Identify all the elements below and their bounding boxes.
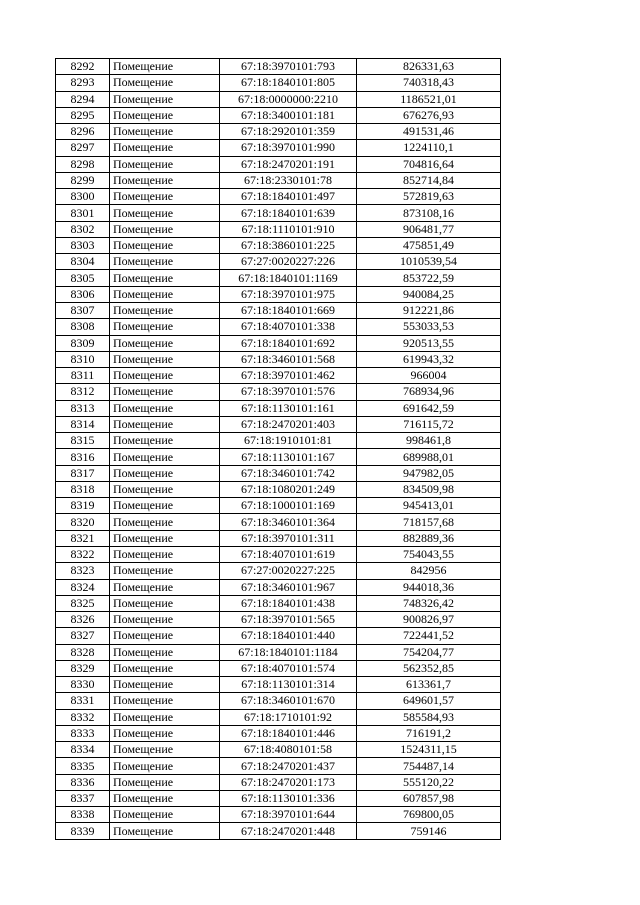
cadastral-value-cell: 873108,16 [357,205,501,221]
object-type-cell: Помещение [110,368,220,384]
cadastral-number-cell: 67:18:1840101:669 [220,302,357,318]
table-row [56,807,501,823]
row-number-cell: 8329 [56,660,110,676]
cadastral-number-cell: 67:18:3460101:742 [220,465,357,481]
cadastral-value-cell: 553033,53 [357,319,501,335]
cadastral-value-cell: 759146 [357,823,501,839]
object-type-cell: Помещение [110,319,220,335]
cadastral-number-cell: 67:18:1130101:167 [220,449,357,465]
table-row [56,498,501,514]
row-number-cell: 8309 [56,335,110,351]
object-type-cell: Помещение [110,286,220,302]
cadastral-number-cell: 67:18:1080201:249 [220,481,357,497]
object-type-cell: Помещение [110,774,220,790]
row-number-cell: 8338 [56,807,110,823]
cadastral-number-cell: 67:18:3460101:967 [220,579,357,595]
table-row [56,156,501,172]
row-number-cell: 8296 [56,124,110,140]
cadastral-number-cell: 67:18:3970101:793 [220,59,357,75]
cadastral-value-cell: 834509,98 [357,481,501,497]
table-row [56,481,501,497]
cadastral-number-cell: 67:18:3970101:311 [220,530,357,546]
row-number-cell: 8326 [56,612,110,628]
cadastral-number-cell: 67:18:2920101:359 [220,124,357,140]
registry-table-body [56,59,501,840]
cadastral-value-cell: 754204,77 [357,644,501,660]
object-type-cell: Помещение [110,823,220,839]
cadastral-number-cell: 67:18:3860101:225 [220,237,357,253]
object-type-cell: Помещение [110,563,220,579]
cadastral-number-cell: 67:18:1000101:169 [220,498,357,514]
object-type-cell: Помещение [110,595,220,611]
cadastral-number-cell: 67:18:3970101:644 [220,807,357,823]
table-row [56,449,501,465]
table-row [56,742,501,758]
object-type-cell: Помещение [110,612,220,628]
table-row [56,368,501,384]
table-row [56,107,501,123]
object-type-cell: Помещение [110,351,220,367]
row-number-cell: 8332 [56,709,110,725]
cadastral-value-cell: 555120,22 [357,774,501,790]
cadastral-number-cell: 67:18:3970101:565 [220,612,357,628]
table-row [56,91,501,107]
table-row [56,124,501,140]
object-type-cell: Помещение [110,91,220,107]
cadastral-number-cell: 67:18:3970101:576 [220,384,357,400]
row-number-cell: 8293 [56,75,110,91]
cadastral-value-cell: 754043,55 [357,546,501,562]
object-type-cell: Помещение [110,693,220,709]
object-type-cell: Помещение [110,156,220,172]
table-row [56,660,501,676]
object-type-cell: Помещение [110,433,220,449]
cadastral-number-cell: 67:18:1130101:161 [220,400,357,416]
row-number-cell: 8297 [56,140,110,156]
object-type-cell: Помещение [110,384,220,400]
cadastral-value-cell: 906481,77 [357,221,501,237]
row-number-cell: 8292 [56,59,110,75]
table-row [56,221,501,237]
row-number-cell: 8302 [56,221,110,237]
table-row [56,465,501,481]
cadastral-value-cell: 920513,55 [357,335,501,351]
table-row [56,205,501,221]
cadastral-value-cell: 716191,2 [357,725,501,741]
cadastral-number-cell: 67:18:2470201:437 [220,758,357,774]
table-row [56,237,501,253]
row-number-cell: 8331 [56,693,110,709]
table-row [56,302,501,318]
object-type-cell: Помещение [110,59,220,75]
cadastral-number-cell: 67:18:1840101:440 [220,628,357,644]
property-registry-table [55,58,501,840]
row-number-cell: 8298 [56,156,110,172]
object-type-cell: Помещение [110,254,220,270]
object-type-cell: Помещение [110,400,220,416]
cadastral-value-cell: 562352,85 [357,660,501,676]
cadastral-value-cell: 900826,97 [357,612,501,628]
table-row [56,628,501,644]
object-type-cell: Помещение [110,449,220,465]
table-row [56,612,501,628]
cadastral-value-cell: 718157,68 [357,514,501,530]
row-number-cell: 8323 [56,563,110,579]
cadastral-value-cell: 754487,14 [357,758,501,774]
cadastral-number-cell: 67:18:3460101:364 [220,514,357,530]
table-row [56,579,501,595]
object-type-cell: Помещение [110,725,220,741]
row-number-cell: 8321 [56,530,110,546]
cadastral-value-cell: 748326,42 [357,595,501,611]
cadastral-value-cell: 491531,46 [357,124,501,140]
cadastral-value-cell: 649601,57 [357,693,501,709]
row-number-cell: 8294 [56,91,110,107]
cadastral-number-cell: 67:18:3970101:975 [220,286,357,302]
object-type-cell: Помещение [110,107,220,123]
cadastral-number-cell: 67:18:4070101:338 [220,319,357,335]
object-type-cell: Помещение [110,742,220,758]
object-type-cell: Помещение [110,335,220,351]
cadastral-number-cell: 67:18:1710101:92 [220,709,357,725]
row-number-cell: 8337 [56,790,110,806]
object-type-cell: Помещение [110,75,220,91]
row-number-cell: 8334 [56,742,110,758]
cadastral-value-cell: 944018,36 [357,579,501,595]
table-row [56,823,501,839]
table-row [56,677,501,693]
object-type-cell: Помещение [110,416,220,432]
cadastral-value-cell: 769800,05 [357,807,501,823]
row-number-cell: 8327 [56,628,110,644]
row-number-cell: 8306 [56,286,110,302]
object-type-cell: Помещение [110,677,220,693]
table-row [56,384,501,400]
object-type-cell: Помещение [110,514,220,530]
cadastral-value-cell: 619943,32 [357,351,501,367]
cadastral-value-cell: 613361,7 [357,677,501,693]
table-row [56,709,501,725]
cadastral-number-cell: 67:18:1840101:639 [220,205,357,221]
object-type-cell: Помещение [110,124,220,140]
cadastral-number-cell: 67:18:4070101:619 [220,546,357,562]
row-number-cell: 8322 [56,546,110,562]
row-number-cell: 8300 [56,189,110,205]
cadastral-value-cell: 768934,96 [357,384,501,400]
cadastral-value-cell: 966004 [357,368,501,384]
object-type-cell: Помещение [110,465,220,481]
cadastral-value-cell: 676276,93 [357,107,501,123]
table-row [56,335,501,351]
object-type-cell: Помещение [110,579,220,595]
cadastral-value-cell: 1010539,54 [357,254,501,270]
table-row [56,644,501,660]
object-type-cell: Помещение [110,709,220,725]
row-number-cell: 8319 [56,498,110,514]
cadastral-value-cell: 1186521,01 [357,91,501,107]
cadastral-number-cell: 67:27:0020227:226 [220,254,357,270]
table-row [56,546,501,562]
table-row [56,400,501,416]
object-type-cell: Помещение [110,189,220,205]
cadastral-number-cell: 67:18:1840101:1169 [220,270,357,286]
row-number-cell: 8312 [56,384,110,400]
cadastral-number-cell: 67:18:3460101:670 [220,693,357,709]
table-row [56,75,501,91]
object-type-cell: Помещение [110,758,220,774]
cadastral-number-cell: 67:18:3970101:462 [220,368,357,384]
object-type-cell: Помещение [110,302,220,318]
object-type-cell: Помещение [110,270,220,286]
table-row [56,270,501,286]
object-type-cell: Помещение [110,546,220,562]
cadastral-number-cell: 67:18:1840101:805 [220,75,357,91]
row-number-cell: 8313 [56,400,110,416]
cadastral-number-cell: 67:18:3460101:568 [220,351,357,367]
cadastral-number-cell: 67:18:2470201:173 [220,774,357,790]
cadastral-value-cell: 852714,84 [357,172,501,188]
table-row [56,59,501,75]
table-row [56,563,501,579]
cadastral-number-cell: 67:18:1130101:314 [220,677,357,693]
object-type-cell: Помещение [110,628,220,644]
table-row [56,595,501,611]
object-type-cell: Помещение [110,221,220,237]
cadastral-value-cell: 691642,59 [357,400,501,416]
cadastral-value-cell: 882889,36 [357,530,501,546]
cadastral-number-cell: 67:18:2330101:78 [220,172,357,188]
cadastral-number-cell: 67:18:2470201:448 [220,823,357,839]
object-type-cell: Помещение [110,498,220,514]
cadastral-value-cell: 912221,86 [357,302,501,318]
object-type-cell: Помещение [110,481,220,497]
cadastral-number-cell: 67:18:4070101:574 [220,660,357,676]
row-number-cell: 8307 [56,302,110,318]
cadastral-value-cell: 947982,05 [357,465,501,481]
cadastral-number-cell: 67:18:2470201:403 [220,416,357,432]
object-type-cell: Помещение [110,172,220,188]
cadastral-value-cell: 842956 [357,563,501,579]
cadastral-value-cell: 607857,98 [357,790,501,806]
cadastral-value-cell: 704816,64 [357,156,501,172]
table-row [56,189,501,205]
row-number-cell: 8330 [56,677,110,693]
cadastral-number-cell: 67:18:3970101:990 [220,140,357,156]
cadastral-number-cell: 67:18:0000000:2210 [220,91,357,107]
row-number-cell: 8304 [56,254,110,270]
cadastral-value-cell: 826331,63 [357,59,501,75]
table-row [56,140,501,156]
row-number-cell: 8339 [56,823,110,839]
object-type-cell: Помещение [110,660,220,676]
row-number-cell: 8335 [56,758,110,774]
row-number-cell: 8315 [56,433,110,449]
cadastral-value-cell: 689988,01 [357,449,501,465]
row-number-cell: 8301 [56,205,110,221]
row-number-cell: 8295 [56,107,110,123]
table-row [56,514,501,530]
cadastral-value-cell: 475851,49 [357,237,501,253]
cadastral-value-cell: 722441,52 [357,628,501,644]
row-number-cell: 8336 [56,774,110,790]
cadastral-value-cell: 716115,72 [357,416,501,432]
cadastral-value-cell: 945413,01 [357,498,501,514]
row-number-cell: 8311 [56,368,110,384]
object-type-cell: Помещение [110,140,220,156]
cadastral-value-cell: 585584,93 [357,709,501,725]
cadastral-number-cell: 67:18:1840101:1184 [220,644,357,660]
object-type-cell: Помещение [110,644,220,660]
row-number-cell: 8320 [56,514,110,530]
row-number-cell: 8324 [56,579,110,595]
table-row [56,351,501,367]
row-number-cell: 8310 [56,351,110,367]
cadastral-number-cell: 67:27:0020227:225 [220,563,357,579]
row-number-cell: 8316 [56,449,110,465]
cadastral-value-cell: 1524311,15 [357,742,501,758]
table-row [56,758,501,774]
table-row [56,790,501,806]
cadastral-number-cell: 67:18:1130101:336 [220,790,357,806]
table-row [56,286,501,302]
cadastral-number-cell: 67:18:1840101:692 [220,335,357,351]
object-type-cell: Помещение [110,790,220,806]
row-number-cell: 8303 [56,237,110,253]
table-row [56,319,501,335]
cadastral-number-cell: 67:18:1840101:446 [220,725,357,741]
cadastral-value-cell: 940084,25 [357,286,501,302]
cadastral-number-cell: 67:18:1110101:910 [220,221,357,237]
object-type-cell: Помещение [110,807,220,823]
table-row [56,725,501,741]
table-row [56,416,501,432]
object-type-cell: Помещение [110,205,220,221]
object-type-cell: Помещение [110,530,220,546]
table-row [56,254,501,270]
cadastral-number-cell: 67:18:1840101:497 [220,189,357,205]
table-row [56,172,501,188]
object-type-cell: Помещение [110,237,220,253]
cadastral-value-cell: 998461,8 [357,433,501,449]
row-number-cell: 8305 [56,270,110,286]
row-number-cell: 8325 [56,595,110,611]
row-number-cell: 8318 [56,481,110,497]
row-number-cell: 8314 [56,416,110,432]
row-number-cell: 8317 [56,465,110,481]
cadastral-value-cell: 853722,59 [357,270,501,286]
table-row [56,530,501,546]
cadastral-number-cell: 67:18:1910101:81 [220,433,357,449]
table-row [56,433,501,449]
table-row [56,774,501,790]
cadastral-value-cell: 1224110,1 [357,140,501,156]
cadastral-value-cell: 740318,43 [357,75,501,91]
cadastral-value-cell: 572819,63 [357,189,501,205]
cadastral-number-cell: 67:18:3400101:181 [220,107,357,123]
cadastral-number-cell: 67:18:2470201:191 [220,156,357,172]
row-number-cell: 8328 [56,644,110,660]
cadastral-number-cell: 67:18:4080101:58 [220,742,357,758]
table-row [56,693,501,709]
row-number-cell: 8333 [56,725,110,741]
cadastral-number-cell: 67:18:1840101:438 [220,595,357,611]
row-number-cell: 8299 [56,172,110,188]
row-number-cell: 8308 [56,319,110,335]
